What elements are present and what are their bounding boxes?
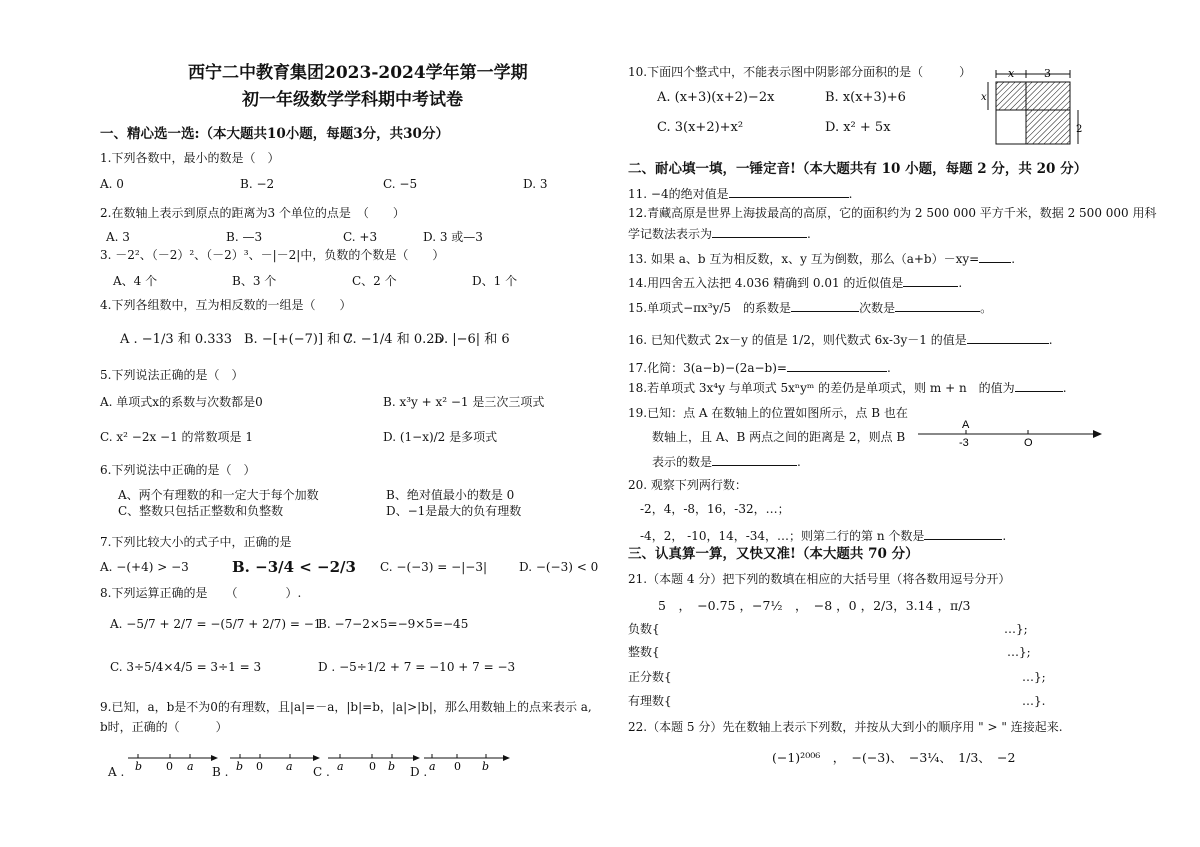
q15-text-degree: 次数是 (859, 301, 896, 315)
q16-text: 16. 已知代数式 2x－y 的值是 1/2，则代数式 6x-3y－1 的值是 (628, 333, 967, 347)
q21-negative-label: 负数{ (628, 622, 660, 636)
q19-label-A: A (962, 419, 970, 431)
q5-stem: 5.下列说法正确的是（ ） (100, 368, 244, 382)
q9a-label-a: a (187, 760, 194, 773)
q7-option-d: D. −(−3) < 0 (519, 560, 599, 574)
q9c-label-0: 0 (369, 760, 376, 773)
q6-option-c: C、整数只包括正整数和负整数 (118, 504, 284, 518)
q12-text: 12.青藏高原是世界上海拔最高的高原，它的面积约为 2 500 000 平方千米，数据 2 500 000 用科 (628, 206, 1157, 220)
q21-integer-end: …}; (1007, 645, 1031, 659)
q17-text: 17.化简：3(a−b)−(2a−b)= (628, 361, 787, 375)
q3-option-d: D、1 个 (472, 274, 518, 288)
q8-option-c: C. 3÷5/4×4/5 = 3÷1 = 3 (110, 660, 262, 674)
q13-blank[interactable] (979, 251, 1011, 263)
q19-text-cont: 数轴上，且 A、B 两点之间的距离是 2，则点 B (652, 430, 906, 444)
q7-option-b: B. −3/4 < −2/3 (232, 558, 356, 576)
q14-blank[interactable] (903, 275, 958, 287)
q3-option-b: B、3 个 (232, 274, 277, 288)
q22-numbers: (−1)²⁰⁰⁶ ， −(−3)、 −3¼、 1/3、 −2 (772, 750, 1016, 765)
q11-text: 11. −4的绝对值是 (628, 187, 729, 201)
q10-stem: 10.下面四个整式中，不能表示图中阴影部分面积的是（ ） (628, 65, 972, 79)
q2-option-d: D. 3 或—3 (423, 230, 483, 244)
q19-blank[interactable] (712, 454, 797, 466)
q8-option-b: B. −7−2×5=−9×5=−45 (318, 617, 469, 631)
q9c-label-a: a (337, 760, 344, 773)
q4-option-c: C. −1/4 和 0.25 (343, 332, 443, 347)
q7-option-a: A. −(+4) > −3 (100, 560, 189, 574)
q22-stem: 22.（本题 5 分）先在数轴上表示下列数，并按从大到小的顺序用 " > " 连接起来. (628, 720, 1063, 734)
q8-option-d: D . −5÷1/2 + 7 = −10 + 7 = −3 (318, 660, 516, 674)
q16-item: 16. 已知代数式 2x－y 的值是 1/2，则代数式 6x-3y－1 的值是 . (628, 333, 1053, 347)
q14-item: 14.用四舍五入法把 4.036 精确到 0.01 的近似值是 . (628, 276, 963, 290)
q9-numberline-c (328, 748, 420, 772)
q15-item: 15.单项式−πx³y/5 的系数是 次数是 。 (628, 301, 993, 315)
q21-numbers: 5 ， −0.75 ，−7½ ， −8 ，0 ，2/3，3.14 ，π/3 (658, 598, 971, 613)
q6-option-d: D、−1是最大的负有理数 (386, 504, 522, 518)
q4-option-d: D. |−6| 和 6 (434, 332, 510, 347)
q19-numberline (918, 418, 1102, 452)
q5-option-c: C. x² −2x −1 的常数项是 1 (100, 430, 254, 444)
q21-stem: 21.（本题 4 分）把下列的数填在相应的大括号里（将各数用逗号分开） (628, 572, 1011, 586)
q5-option-d: D. (1−x)/2 是多项式 (383, 430, 498, 444)
q21-fraction-label: 正分数{ (628, 670, 672, 684)
q2-option-a: A. 3 (106, 230, 130, 244)
q9-option-a: A . (108, 765, 125, 779)
q9a-label-b: b (135, 760, 143, 773)
q3-option-c: C、2 个 (352, 274, 397, 288)
exam-title-line1: 西宁二中教育集团2023-2024学年第一学期 (188, 63, 528, 83)
q6-option-b: B、绝对值最小的数是 0 (386, 488, 515, 502)
q15-coef-blank[interactable] (791, 300, 859, 312)
q20-blank[interactable] (924, 528, 1002, 540)
q21-rational-label: 有理数{ (628, 694, 672, 708)
q10-fig-label-3: 3 (1044, 67, 1051, 80)
q21-integer-label: 整数{ (628, 645, 660, 659)
q8-option-a: A. −5/7 + 2/7 = −(5/7 + 2/7) = −1 (110, 617, 322, 631)
section-3-heading: 三、认真算一算，又快又准!（本大题共 70 分） (628, 546, 919, 562)
q9c-label-b: b (388, 760, 396, 773)
q17-item: 17.化简：3(a−b)−(2a−b)= . (628, 361, 891, 375)
q9d-label-b: b (482, 760, 490, 773)
q21-fraction-end: …}; (1022, 670, 1046, 684)
q8-stem: 8.下列运算正确的是 （ ）. (100, 586, 302, 600)
q12-item: 学记数法表示为 . (628, 227, 811, 241)
q9-option-b: B . (212, 765, 229, 779)
q5-option-a: A. 单项式x的系数与次数都是0 (100, 395, 263, 409)
q6-stem: 6.下列说法中正确的是（ ） (100, 463, 256, 477)
q9-numberline-d (424, 748, 510, 772)
q10-option-b: B. x(x+3)+6 (825, 90, 906, 105)
q5-option-b: B. x³y + x² −1 是三次三项式 (383, 395, 545, 409)
q18-text: 18.若单项式 3x⁴y 与单项式 5xⁿyᵐ 的差仍是单项式，则 m + n 的值为 (628, 381, 1015, 395)
q10-option-a: A. (x+3)(x+2)−2x (657, 90, 775, 105)
q13-text: 13. 如果 a、b 互为相反数，x、y 互为倒数，那么（a+b）－xy= (628, 252, 980, 266)
q11-item: 11. −4的绝对值是 . (628, 187, 853, 201)
q9b-label-a: a (286, 760, 293, 773)
q7-option-c: C. −(−3) = −|−3| (380, 560, 488, 574)
q13-item: 13. 如果 a、b 互为相反数，x、y 互为倒数，那么（a+b）－xy= . (628, 252, 1016, 266)
q1-option-c: C. −5 (383, 177, 418, 191)
q4-stem: 4.下列各组数中，互为相反数的一组是（ ） (100, 298, 352, 312)
q17-blank[interactable] (787, 360, 887, 372)
q4-option-a: A . −1/3 和 0.333 (120, 332, 233, 347)
q10-shaded-top (996, 82, 1070, 110)
q10-fig-label-2: 2 (1076, 124, 1083, 135)
q16-blank[interactable] (967, 332, 1049, 344)
q10-option-d: D. x² + 5x (825, 120, 891, 135)
q9-stem-cont: b时，正确的（ ） (100, 720, 228, 734)
q10-area-figure (980, 66, 1090, 150)
q18-blank[interactable] (1015, 380, 1063, 392)
q3-stem: 3. －2²、（－2）²、（－2）³、－|－2|中，负数的个数是（ ） (100, 248, 445, 262)
q9-numberline-b (230, 748, 320, 772)
q20-item: -4，2， -10，14，-34，…；则第二行的第 n 个数是 . (640, 529, 1007, 543)
q10-shaded-bottom-right (1026, 110, 1070, 144)
q12-blank[interactable] (712, 226, 807, 238)
q9d-label-0: 0 (454, 760, 461, 773)
q15-degree-blank[interactable] (895, 300, 980, 312)
q6-option-a: A、两个有理数的和一定大于每个加数 (118, 488, 319, 502)
q21-rational-end: …}. (1022, 694, 1046, 708)
q10-fig-label-x: x (1008, 67, 1015, 80)
q9-option-c: C . (313, 765, 330, 779)
q21-negative-end: …}; (1004, 622, 1028, 636)
q11-blank[interactable] (729, 186, 849, 198)
q19-item: 表示的数是 . (652, 455, 801, 469)
q2-stem: 2.在数轴上表示到原点的距离为3 个单位的点是 （ ） (100, 206, 405, 220)
q9b-label-b: b (236, 760, 244, 773)
q20-text: 20. 观察下列两行数： (628, 478, 747, 492)
section-2-heading: 二、耐心填一填，一锤定音!（本大题共有 10 小题，每题 2 分，共 20 分） (628, 161, 1088, 177)
q2-option-b: B. —3 (226, 230, 263, 244)
q18-item: 18.若单项式 3x⁴y 与单项式 5xⁿyᵐ 的差仍是单项式，则 m + n 的值为 . (628, 381, 1067, 395)
q7-stem: 7.下列比较大小的式子中，正确的是 (100, 535, 292, 549)
q3-option-a: A、4 个 (113, 274, 158, 288)
q12-text-cont: 学记数法表示为 (628, 227, 713, 241)
q9a-label-0: 0 (166, 760, 173, 773)
q19-label-minus3: -3 (959, 437, 969, 449)
q20-row2: -4，2， -10，14，-34，…；则第二行的第 n 个数是 (640, 529, 925, 543)
exam-title-line2: 初一年级数学学科期中考试卷 (242, 90, 463, 110)
q20-row1: -2，4，-8，16，-32，…； (640, 502, 790, 516)
q9-numberline-a (128, 748, 218, 772)
q2-option-c: C. +3 (343, 230, 378, 244)
section-1-heading: 一、精心选一选:（本大题共10小题，每题3分，共30分） (100, 126, 449, 142)
q9-stem: 9.已知，a，b是不为0的有理数，且|a|=－a，|b|=b，|a|>|b|，那么用数轴上的点来表示 a, (100, 700, 592, 714)
q9b-label-0: 0 (256, 760, 263, 773)
q10-fig-label-x-left: x (981, 92, 987, 103)
q19-text: 19.已知：点 A 在数轴上的位置如图所示，点 B 也在 (628, 406, 908, 420)
q1-option-b: B. −2 (240, 177, 275, 191)
q15-text: 15.单项式−πx³y/5 的系数是 (628, 301, 792, 315)
q19-text-answer: 表示的数是 (652, 455, 713, 469)
q1-option-d: D. 3 (523, 177, 548, 191)
q4-option-b: B. −[+(−7)] 和 7 (244, 332, 353, 347)
q19-label-O: O (1024, 437, 1033, 449)
q9-option-d: D . (410, 765, 428, 779)
q1-stem: 1.下列各数中，最小的数是（ ） (100, 151, 280, 165)
q9d-label-a: a (429, 760, 436, 773)
q1-option-a: A. 0 (100, 177, 124, 191)
q10-option-c: C. 3(x+2)+x² (657, 120, 744, 135)
q14-text: 14.用四舍五入法把 4.036 精确到 0.01 的近似值是 (628, 276, 904, 290)
